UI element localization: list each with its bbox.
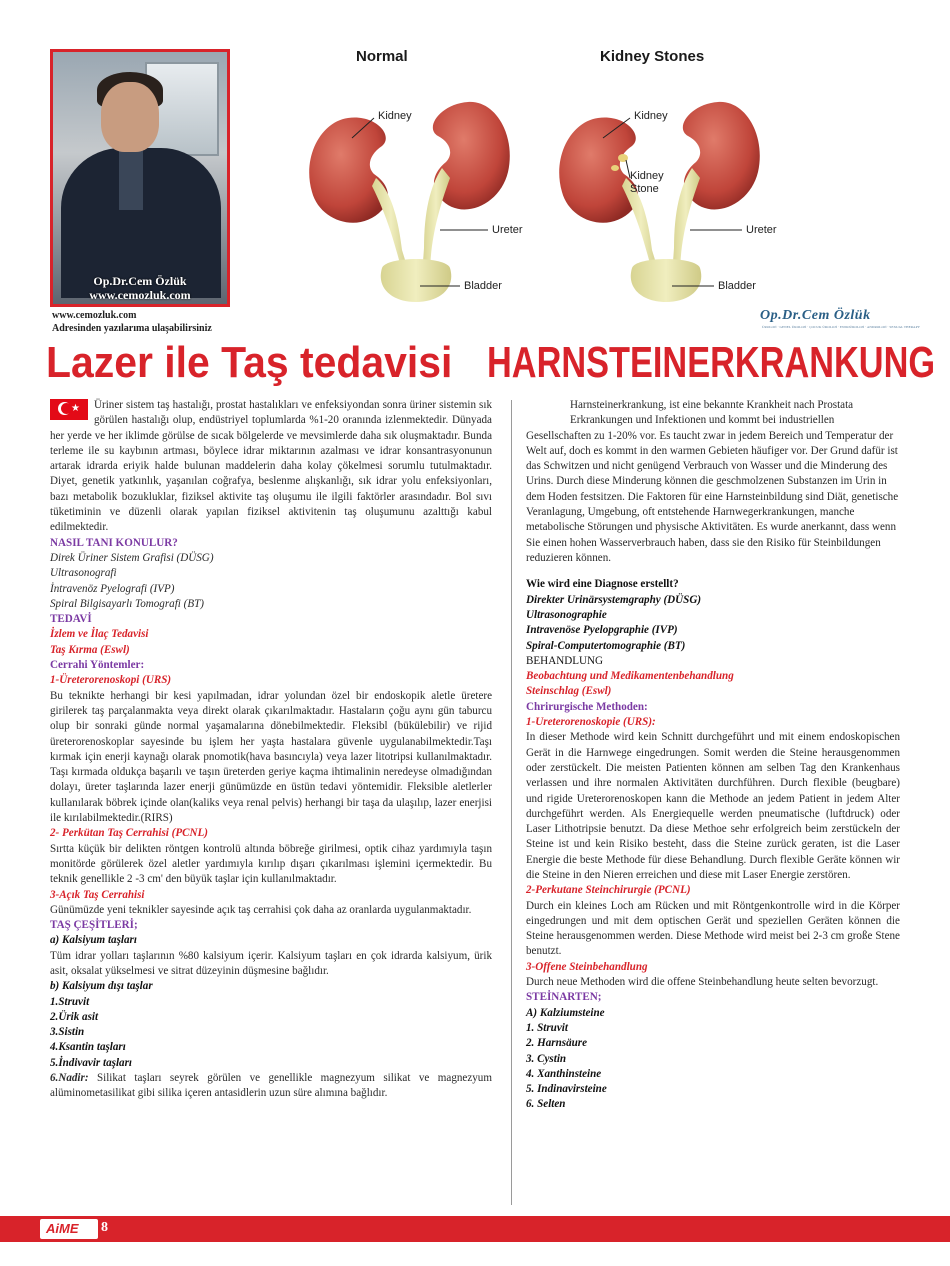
- tr-diagnosis-heading: NASIL TANI KONULUR?: [50, 536, 178, 549]
- de-urs-text: In dieser Methode wird kein Schnitt durchgeführt und mit einem endoskopischen Gerät in die Harnwege eingedrungen. Somit werden die Steine herausgenommen oder zerstückelt. Die meisten Patienten können am selben Tag den Krankenhaus verlassen und ihre normalen Aktivitäten durchführen. Durch flexible (beugbare) und rigide Ureterorenoskopen kann die Methode an jedem Patient in jedem Alter durchgeführt werden. Als Energiequelle werden pneumatische (luftdruck) oder Laser Lithotripsie benutzt. Da diese Methoe sehr erfolgreich beim zerstückeln der Steine ist und kein Risiko besteht, dass die Steine zurück geraten, ist die Laser Energie die beste Methode für diese Behandlung. Durch flexible Geräte können wir die Steine in den Nieren erreichen und diese mit Laser Energie zerstören.: [526, 731, 900, 881]
- diagram-title-stones: Kidney Stones: [600, 48, 705, 65]
- turkey-flag-icon: ★: [50, 399, 88, 420]
- tr-calcium-text: Tüm idrar yolları taşlarının %80 kalsiyum içerir. Kalsiyum taşları en çok idrarda kalsiyum, ürik asit, oksalat yükselmesi ve sitrat düzeyinin düşmesine bağlıdır.: [50, 949, 492, 977]
- normal-kidneys: [309, 102, 510, 302]
- site-note: [52, 309, 212, 335]
- photo-shirt: [119, 150, 143, 210]
- tr-open-heading: 3-Açık Taş Cerrahisi: [50, 888, 145, 901]
- diagram-title-normal: Normal: [356, 48, 408, 65]
- list-item: 6. Selten: [526, 1098, 566, 1111]
- de-urs-heading: 1-Ureterorenoskopie (URS):: [526, 716, 656, 729]
- photo-caption-site: www.cemozluk.com: [89, 288, 191, 302]
- tr-urs-text: Bu teknikte herhangi bir kesi yapılmadan, idrar yolundan özel bir endoskopik aletle üretere girilerek taş parçalanmakta veya direkt olarak çıkarılmaktadır. Hastaların çoğu aynı gün taburcu olup bir sonraki günde normal yaşamalarına dönebilmektedir. Fleksibl (bükülebilir) ve rijid üreterorenoskoplar sayesinde bu işlem her yaşta hastalara güvenle uygulanabilmektedir.Taşı kırmak için enerji kaynağı olarak pnomotik(hava basıncıyla) veya lazer litotripsi kullanılmaktadır. Taşı kırmada oldukça başarılı ve taşın üreterden geriye kaçma ihtimalinin neredeyse olmadığından dolayı, üreter taşlarında lazer enerji günümüzde en üstün tedavi yöntemidir. Fleksible aletlerler kullanılarak böbrek içinde olan(kaliks veya renal pelvis) herhangi bir taşa da ulaşılıp, lazer enerjisi ile kırılabilmektedir.(RIRS): [50, 689, 492, 825]
- list-item: Spiral-Computertomographie (BT): [526, 639, 686, 652]
- tr-calcium-heading: a) Kalsiyum taşları: [50, 934, 137, 947]
- list-item: Ultrasonografi: [50, 567, 117, 580]
- list-item: 3. Cystin: [526, 1052, 567, 1065]
- tr-diagnosis-list: [50, 551, 492, 612]
- tr-rare-label: 6.Nadir:: [50, 1072, 89, 1085]
- list-item: Direk Üriner Sistem Grafisi (DÜSG): [50, 551, 214, 564]
- title-german: HARNSTEINERKRANKUNG: [487, 338, 936, 387]
- tr-urs-heading: 1-Üreterorenoskopi (URS): [50, 674, 172, 687]
- list-item: 2. Harnsäure: [526, 1037, 588, 1050]
- tr-treatment-item: Taş Kırma (Eswl): [50, 643, 130, 656]
- label-ureter-stones: Ureter: [746, 224, 777, 236]
- title-turkish: Lazer ile Taş tedavisi: [46, 338, 453, 387]
- tr-noncalcium-heading: b) Kalsiyum dışı taşlar: [50, 980, 153, 993]
- de-types-list: [526, 1006, 900, 1113]
- germany-flag-icon: [526, 399, 564, 420]
- kidney-diagram: [290, 40, 930, 310]
- signature-text: Op.Dr.Cem Özlük: [760, 308, 871, 323]
- tr-rare-text: Silikat taşları seyrek görülen ve genellikle magnezyum silikat ve magnezyum alüminometasilikat gibi silika içeren antasidlerin uzun süre alımına bağlıdır.: [50, 1072, 492, 1100]
- list-item: 4. Xanthinsteine: [526, 1067, 602, 1080]
- photo-head: [101, 82, 159, 152]
- tr-pcnl-text: Sırtta küçük bir delikten röntgen kontrolü altında böbreğe girilmesi, optik cihaz yardımıyla taşın monitörde görülerek özel aletler yardımıyla kırılıp dışarı çıkarılması işlemini içermektedir. Bu teknik genellikle 2 -3 cm' den büyük taşlar için kullanılmaktadır.: [50, 842, 492, 886]
- label-bladder-normal: Bladder: [464, 280, 502, 292]
- list-item: 2.Ürik asit: [50, 1010, 99, 1023]
- label-bladder-stones: Bladder: [718, 280, 756, 292]
- magazine-logo-text: AiME: [46, 1221, 79, 1236]
- turkish-intro-text: Üriner sistem taş hastalığı, prostat hastalıkları ve enfeksiyondan sonra üriner sistemin sık görülen hastalığı olup, endüstriyel toplumlarda %1-20 oranında izlenmektedir. Dünyada her yerde ve her iklimde görülse de sıcak bölgelerde ve mevsimlerde daha sık oluşmaktadır. Bunda terleme ile su kaybının artması, böylece idrar miktarının azalması ve idrar konsantrasyonunun artarak idrarda eriyik halde bulunan maddelerin daha kolay çökelmesi sorumlu tutulmaktadır. Diyet, genetik yatkınlık, yaşanılan coğrafya, beslenme alışkanlığı, sık idrar yolu enfeksiyonları, bazı metabolik bozukluklar, fiziksel aktivite taş oluşumu ile ilgili faktörler arasındadır. Bol sıvı tüketiminin ve düzenli olarak yapılan fiziksel aktivitenin taş oluşumunu azalttığı kabul edilmektedir.: [50, 399, 492, 534]
- label-ureter-normal: Ureter: [492, 224, 523, 236]
- site-note-text: Adresinden yazılarıma ulaşabilirsiniz: [52, 323, 212, 334]
- kidney-illustration: [290, 40, 930, 310]
- tr-surgical-heading: Cerrahi Yöntemler:: [50, 659, 145, 672]
- tr-noncalcium-list: [50, 995, 492, 1071]
- magazine-logo: [40, 1219, 98, 1239]
- de-types-heading: STEİNARTEN;: [526, 991, 602, 1004]
- footer-bar: [0, 1216, 950, 1242]
- page-number: 8: [101, 1220, 108, 1235]
- german-intro-text: Harnsteinerkrankung, ist eine bekannte Krankheit nach Prostata Erkrankungen und Infektionen und kommt bei industriellen Gesellschaften zu 1-20% vor. Es taucht zwar in jedem Bereich und Temperatur der Welt auf, doch es kommt in den warmen Gebieten häufiger vor. Der Grund dafür ist das Schwitzen und nicht genügend Verbrauch von Wasser und die Minderung des Urins. Durch diese Minderung können die geschmolzenen Substanzen im Urin in dem Hoden festsitzen. Die Faktoren für eine Harnsteinbildung sind Diät, genetische Veranlagung, Umgebung, oft entstehende Harnwegerkrankungen, manche metabolische Störungen und physische Aktivitäten. Es wurde anerkannt, dass wenn Sie einen hohen Wasserverbrauch haben, dass sie den Risiko für Steinbildungen reduzieren können.: [526, 399, 899, 564]
- list-item: 1. Struvit: [526, 1021, 568, 1034]
- list-item: Direkter Urinärsystemgraphy (DÜSG): [526, 593, 702, 606]
- tr-pcnl-heading: 2- Perkütan Taş Cerrahisi (PCNL): [50, 827, 208, 840]
- tr-treatment-heading: TEDAVİ: [50, 613, 92, 626]
- list-item: A) Kalziumsteine: [526, 1006, 605, 1019]
- photo-caption-name: Op.Dr.Cem Özlük: [93, 274, 187, 288]
- list-item: Spiral Bilgisayarlı Tomografi (BT): [50, 597, 204, 610]
- author-photo: [50, 49, 230, 307]
- de-open-text: Durch neue Methoden wird die offene Steinbehandlung heute selten bevorzugt.: [526, 976, 879, 989]
- label-kidney-normal: Kidney: [378, 110, 412, 122]
- tr-rare-paragraph: [50, 1071, 492, 1102]
- turkish-column: [50, 398, 492, 1102]
- de-surgical-heading: Chrirurgische Methoden:: [526, 700, 648, 713]
- german-column: [526, 398, 900, 1113]
- tr-open-text: Günümüzde yeni teknikler sayesinde açık taş cerrahisi çok daha az oranlarda uygulanmaktadır.: [50, 903, 472, 916]
- column-divider: [511, 400, 512, 1205]
- turkish-intro: [50, 398, 492, 536]
- photo-caption: [53, 274, 227, 302]
- de-treatment-item: Steinschlag (Eswl): [526, 685, 612, 698]
- list-item: 4.Ksantin taşları: [50, 1041, 126, 1054]
- de-treatment-heading: BEHANDLUNG: [526, 654, 604, 667]
- tr-types-heading: TAŞ ÇEŞİTLERİ;: [50, 919, 138, 932]
- de-treatment-item: Beobachtung und Medikamentenbehandlung: [526, 670, 734, 683]
- list-item: Ultrasonographie: [526, 608, 607, 621]
- label-kidney-stone: Kidney Stone: [630, 170, 664, 195]
- signature-subtext: ÜROLOJİ · GENEL ÜROLOJİ · ÇOCUK ÜROLOJİ · ENDOÜROLOJİ · ANDROLOJİ · SEXUAL THERAPY: [762, 325, 921, 329]
- de-pcnl-heading: 2-Perkutane Steinchirurgie (PCNL): [526, 884, 691, 897]
- list-item: Intravenöse Pyelopgraphie (IVP): [526, 624, 678, 637]
- list-item: 5. Indinavirsteine: [526, 1083, 607, 1096]
- list-item: İntravenöz Pyelografi (IVP): [50, 582, 175, 595]
- list-item: 1.Struvit: [50, 995, 90, 1008]
- stone-kidneys: [559, 102, 760, 302]
- site-note-url[interactable]: www.cemozluk.com: [52, 310, 137, 321]
- de-pcnl-text: Durch ein kleines Loch am Rücken und mit Röntgenkontrolle wird in die Körper eingedrungen und mit dem optischen Gerät und speziellen Geräten können die Steine herausgenommen werden. Diese Methode wird meist bei 2-3 cm große Stene benutzt.: [526, 899, 900, 958]
- list-item: 5.İndivavir taşları: [50, 1056, 132, 1069]
- de-open-heading: 3-Offene Steinbehandlung: [526, 960, 648, 973]
- label-kidney-stones: Kidney: [634, 110, 668, 122]
- de-diagnosis-list: [526, 593, 900, 654]
- de-diagnosis-heading: Wie wird eine Diagnose erstellt?: [526, 578, 679, 591]
- signature-logo: [760, 308, 921, 332]
- list-item: 3.Sistin: [50, 1026, 85, 1039]
- tr-treatment-item: İzlem ve İlaç Tedavisi: [50, 628, 149, 641]
